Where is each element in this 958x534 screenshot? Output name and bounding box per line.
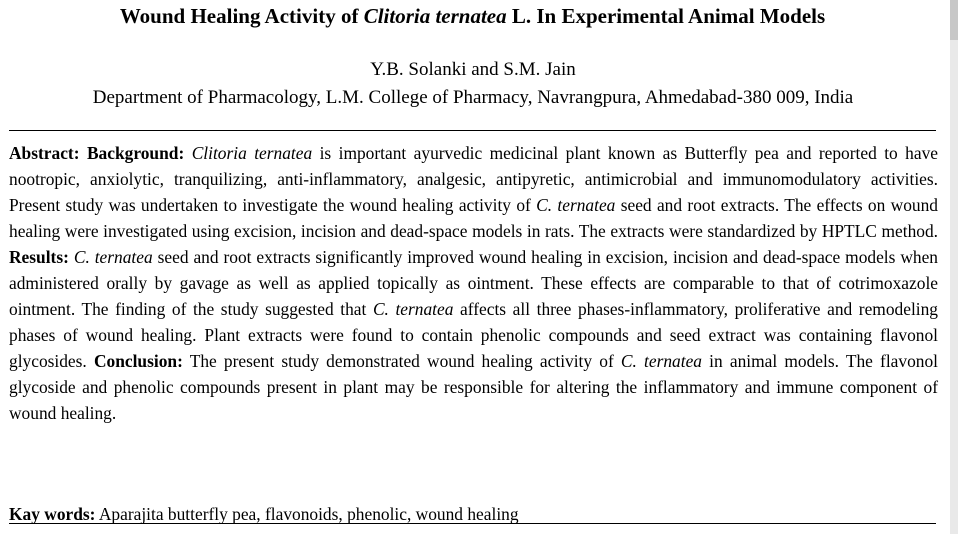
vertical-scrollbar[interactable] (950, 0, 958, 534)
results-label: Results: (9, 247, 69, 267)
background-text-2: seed and root extracts. The effects on wound healing were investigated using excision, incision and dead-space models in rats. The extracts were standardized by HPTLC method. (9, 195, 938, 241)
keywords-text: Aparajita butterfly pea, flavonoids, phenolic, wound healing (95, 504, 519, 524)
title-species: Clitoria ternatea (363, 4, 507, 28)
keywords-label: Kay words: (9, 504, 96, 524)
conclusion-label: Conclusion: (93, 351, 183, 371)
conclusion-text: The present study demonstrated wound healing activity of (182, 351, 621, 371)
species-short-3: C. ternatea (372, 299, 454, 319)
abstract-label: Abstract: (9, 143, 80, 163)
results-text: seed and root extracts significantly improved wound healing in excision, incision and dead-space models when administered orally by gavage as well as applied topically as ointment. These effects are comparable to that of cotrimoxazole ointment. The finding of the study suggested that (9, 247, 939, 319)
paper-title (0, 3, 945, 29)
top-divider (9, 130, 936, 131)
species-short-4: C. ternatea (620, 351, 702, 371)
species-full: Clitoria ternatea (191, 143, 313, 163)
species-short-1: C. ternatea (536, 195, 616, 215)
species-short-2: C. ternatea (73, 247, 153, 267)
scrollbar-thumb[interactable] (950, 0, 958, 40)
abstract (9, 140, 938, 426)
background-label: Background: (86, 143, 185, 163)
affiliation: Department of Pharmacology, L.M. College of Pharmacy, Navrangpura, Ahmedabad-380 009, India (92, 87, 854, 108)
authors: Y.B. Solanki and S.M. Jain (370, 59, 576, 80)
bottom-divider (9, 523, 936, 524)
background-text: is important ayurvedic medicinal plant known as Butterfly pea and reported to have nootropic, anxiolytic, tranquilizing, anti-inflammatory, analgesic, antipyretic, antimicrobial and immunomodulatory activities. Present study was undertaken to investigate the wound healing activity of (9, 143, 938, 215)
conclusion-text-2: in animal models. The flavonol glycoside and phenolic compounds present in plant may be responsible for altering the inflammatory and immune component of wound healing. (9, 351, 938, 423)
title-part-2: L. In Experimental Animal Models (506, 4, 826, 28)
results-text-2: affects all three phases-inflammatory, proliferative and remodeling phases of wound healing. Plant extracts were found to contain phenolic compounds and seed extract was containing flavonol glycosides. (9, 299, 939, 371)
keywords (9, 503, 938, 525)
title-part-1: Wound Healing Activity of (119, 4, 364, 28)
